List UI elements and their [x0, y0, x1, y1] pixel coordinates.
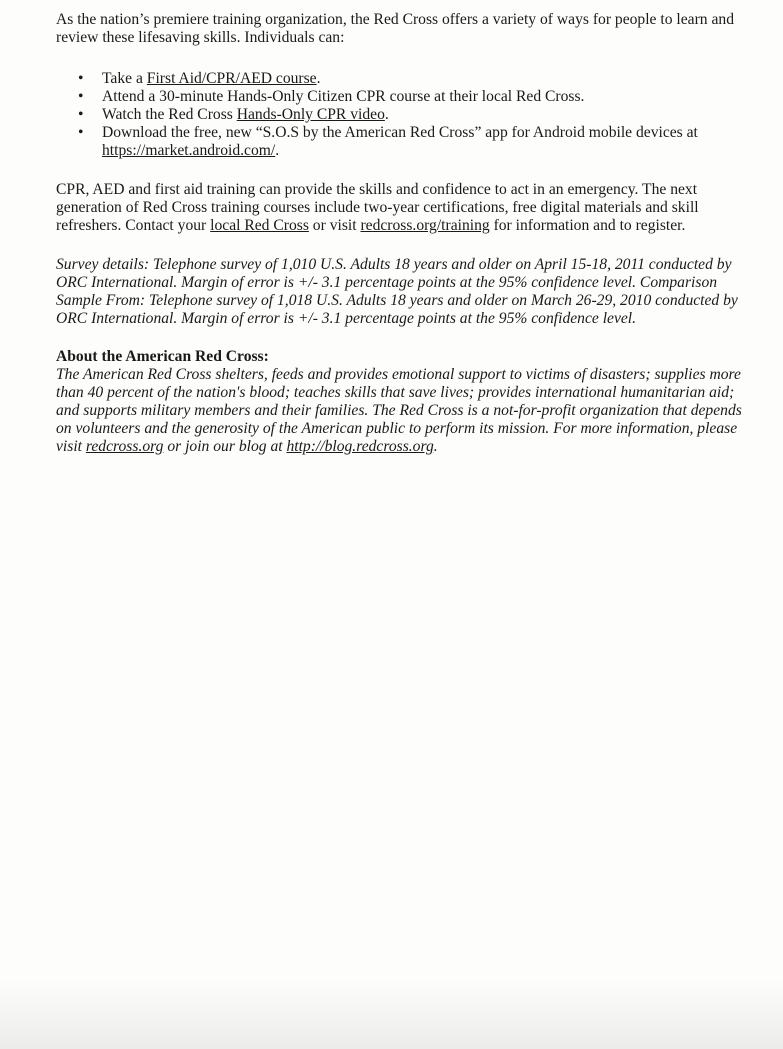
about-paragraph — [56, 366, 746, 456]
list-item — [56, 88, 746, 106]
list-item — [56, 124, 746, 160]
list-item — [56, 106, 746, 124]
list-item-text: Attend a 30-minute Hands-Only Citizen CPR course at their local Red Cross. — [102, 88, 585, 105]
about-heading: About the American Red Cross: — [56, 348, 269, 365]
list-item-text: Download the free, new “S.O.S by the American Red Cross” app for Android mobile devices at — [102, 124, 698, 141]
cpr-video-link[interactable]: Hands-Only CPR video — [236, 106, 385, 123]
list-item-text: Watch the Red Cross — [102, 106, 237, 123]
bullet-icon: • — [78, 70, 84, 87]
document-body — [56, 11, 746, 456]
scan-edge-shadow — [0, 979, 783, 1049]
android-market-link[interactable]: https://market.android.com/ — [102, 142, 276, 159]
list-item-suffix: . — [384, 106, 389, 123]
options-list — [56, 70, 746, 160]
training-text-end: for information and to register. — [489, 217, 686, 234]
about-text: The American Red Cross shelters, feeds and provides emotional support to victims of disasters; supplies more than 40 percent of the nation's blood; teaches skills that save lives; provides international humanitarian aid; and supports military members and their families. The Red Cross is a not-for-profit organization that depends on volunteers and the generosity of the American public to perform its mission. For more information, please visit — [56, 366, 742, 455]
training-link[interactable]: redcross.org/training — [360, 217, 490, 234]
training-paragraph — [56, 181, 746, 235]
bullet-icon: • — [78, 124, 84, 141]
local-red-cross-link[interactable]: local Red Cross — [210, 217, 309, 234]
training-text: CPR, AED and first aid training can provide the skills and confidence to act in an emergency. The next generation of Red Cross training courses include two-year certifications, free digital materials and skill refreshers. Contact your — [56, 181, 699, 234]
list-item-suffix: . — [316, 70, 321, 87]
blog-link[interactable]: http://blog.redcross.org — [286, 438, 434, 455]
intro-paragraph: As the nation’s premiere training organization, the Red Cross offers a variety of ways for people to learn and review these lifesaving skills. Individuals can: — [56, 11, 734, 46]
list-item — [56, 70, 746, 88]
list-item-text: Take a — [102, 70, 147, 87]
bullet-icon: • — [78, 88, 84, 105]
bullet-icon: • — [78, 106, 84, 123]
about-text-end: . — [433, 438, 438, 455]
about-text-mid: or join our blog at — [163, 438, 287, 455]
training-text-mid: or visit — [308, 217, 361, 234]
first-aid-course-link[interactable]: First Aid/CPR/AED course — [146, 70, 317, 87]
survey-details: Survey details: Telephone survey of 1,010 U.S. Adults 18 years and older on April 15-18, 2011 conducted by ORC International. Margin of error is +/- 3.1 percentage points at the 95% confidence level. Comparison Sample From: Telephone survey of 1,018 U.S. Adults 18 years and older on March 26-29, 2010 conducted by ORC International. Margin of error is +/- 3.1 percentage points at the 95% confidence level. — [56, 256, 738, 327]
redcross-org-link[interactable]: redcross.org — [85, 438, 164, 455]
list-item-suffix: . — [275, 142, 280, 159]
